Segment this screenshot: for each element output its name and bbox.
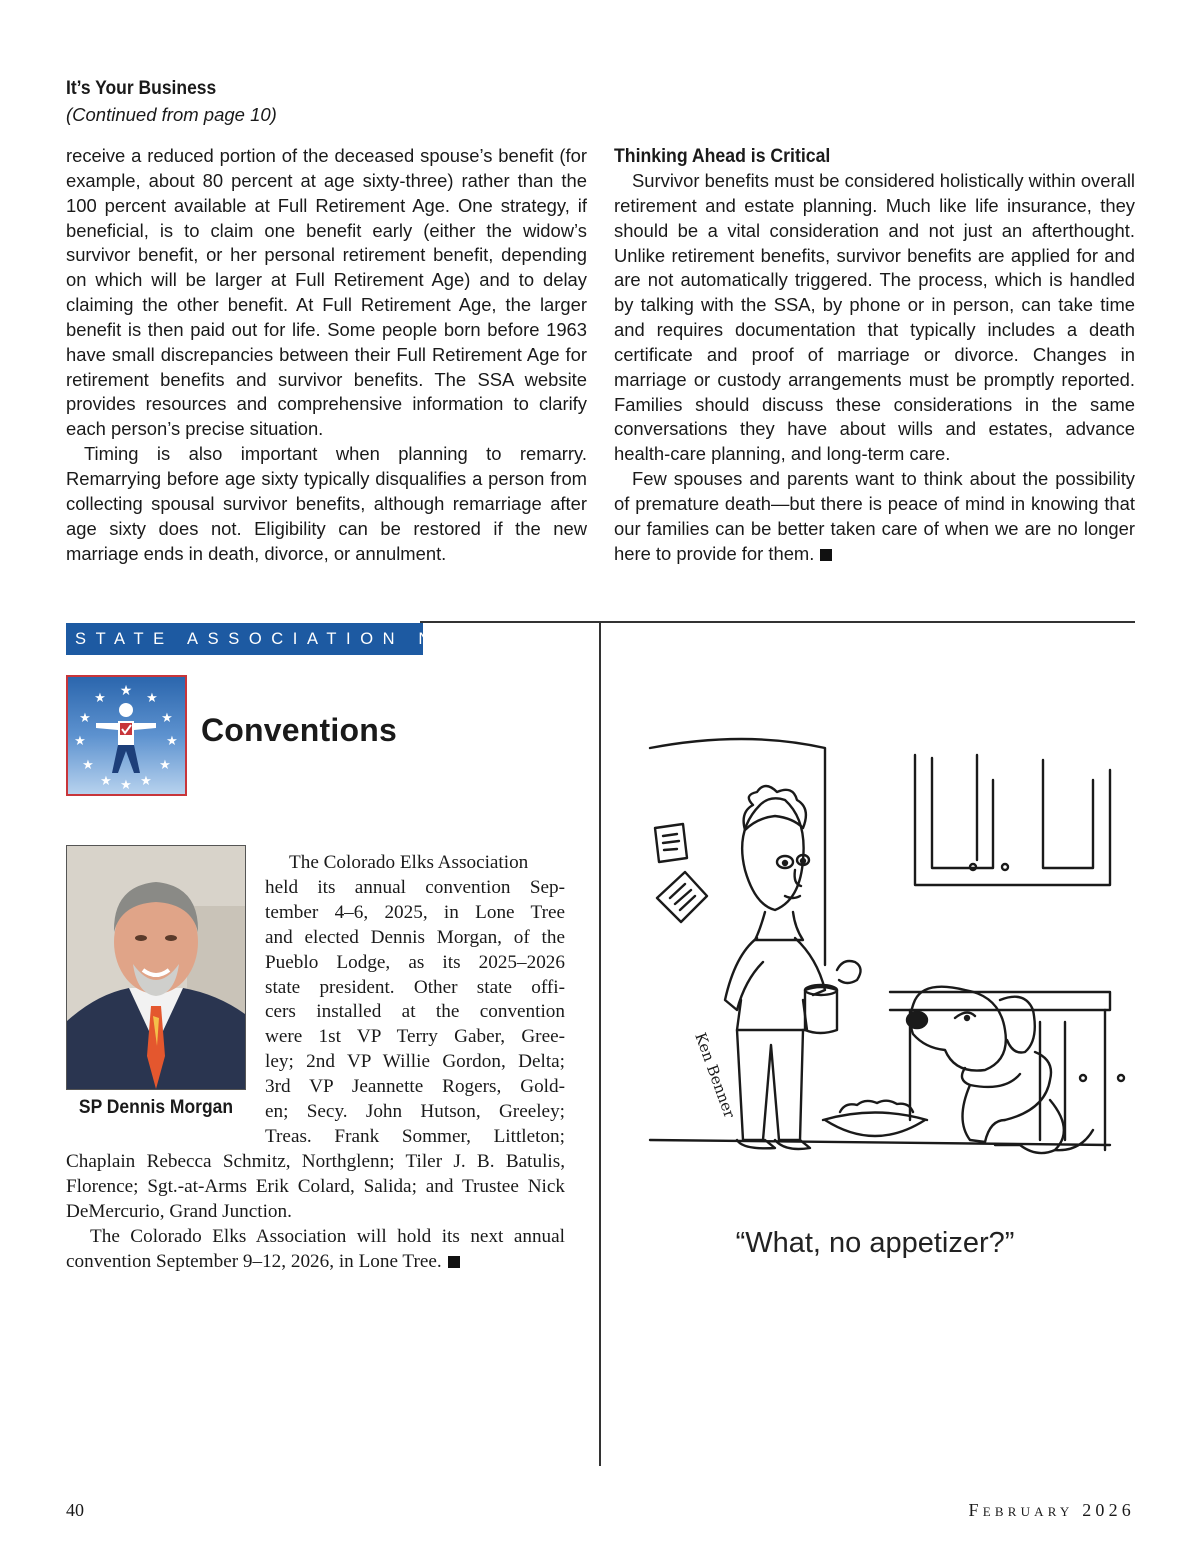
section-divider-vertical bbox=[599, 621, 601, 1466]
paragraph-text: The Colorado Elks Association will hold its next annual convention September 9–12, 2026, in Lone Tree. bbox=[66, 1225, 565, 1272]
paragraph-final bbox=[66, 1225, 565, 1275]
svg-text:★: ★ bbox=[140, 774, 152, 789]
svg-text:★: ★ bbox=[79, 711, 91, 726]
svg-text:★: ★ bbox=[166, 734, 178, 749]
continued-note: (Continued from page 10) bbox=[66, 104, 277, 125]
article-line: state president. Other state offi- bbox=[265, 976, 565, 998]
paragraph-text: Few spouses and parents want to think about the possibility of premature death—but there is peace of mind in knowing that our families can be better taken care of when we are no longer here to provide for them. bbox=[614, 468, 1135, 564]
article-line: 3rd VP Jeannette Rogers, Gold- bbox=[265, 1076, 565, 1098]
star-figure-icon bbox=[68, 677, 185, 794]
section-divider-horizontal bbox=[420, 621, 1135, 623]
convention-article-wrapped bbox=[265, 851, 565, 1125]
article-line: cers installed at the convention bbox=[265, 1001, 565, 1023]
article-right-column bbox=[614, 144, 1135, 567]
svg-text:★: ★ bbox=[94, 691, 106, 706]
cartoon-caption: “What, no appetizer?” bbox=[735, 1227, 1015, 1259]
paragraph: Timing is also important when planning to remarry. Remarrying before age sixty typically disqualifies a person from collecting spousal survivor benefits, although remarriage after age sixty does not. Eligibility can be restored if the new marriage ends in death, divorce, or annulment. bbox=[66, 443, 587, 564]
page-title: Conventions bbox=[201, 712, 397, 748]
article-line: and elected Dennis Morgan, of the bbox=[265, 926, 565, 948]
photo-caption: SP Dennis Morgan bbox=[78, 1097, 234, 1118]
article-left-column bbox=[66, 144, 587, 566]
convention-article-full bbox=[66, 1126, 565, 1275]
article-line: held its annual convention Sep- bbox=[265, 876, 565, 898]
svg-text:★: ★ bbox=[74, 734, 86, 749]
state-association-news-banner: STATE ASSOCIATION NEWS bbox=[66, 623, 423, 655]
svg-text:★: ★ bbox=[82, 758, 94, 773]
svg-text:★: ★ bbox=[120, 778, 132, 793]
paragraph: Treas. Frank Sommer, Littleton; Chaplain Rebecca Schmitz, Northglenn; Tiler J. B. Batulis, Florence; Sgt.-at-Arms Erik Colard, Salida; and Trustee Nick DeMercurio, Grand Junction. bbox=[66, 1126, 565, 1222]
svg-text:★: ★ bbox=[100, 774, 112, 789]
article-line: ley; 2nd VP Willie Gordon, Delta; bbox=[265, 1051, 565, 1073]
article-line: The Colorado Elks Association bbox=[289, 852, 529, 873]
issue-date: February 2026 bbox=[968, 1500, 1135, 1520]
end-mark-icon bbox=[820, 549, 832, 561]
cartoon-signature: Ken Benner bbox=[691, 1030, 739, 1121]
paragraph-final bbox=[614, 467, 1135, 566]
page-number: 40 bbox=[66, 1500, 84, 1520]
end-mark-icon bbox=[448, 1256, 460, 1268]
paragraph: receive a reduced portion of the deceased spouse’s benefit (for example, about 80 percent at age sixty-three) rather than the 100 percent available at Full Retirement Age. One strategy, if beneficial, is to claim one benefit early (either the widow’s survivor benefit, or her personal retirement benefit, depending on which will be larger at Full Retirement Age) and to delay claiming the other benefit. At Full Retirement Age, the larger benefit is then paid out for life. Some people born before 1963 have small discrepancies between their Full Retirement Age for retirement benefits and survivor benefits. The SSA website provides resources and comprehensive information to clarify each person’s precise situation. bbox=[66, 145, 587, 440]
article-line: tember 4–6, 2025, in Lone Tree bbox=[265, 901, 565, 923]
cartoon-illustration bbox=[625, 700, 1135, 1220]
svg-text:★: ★ bbox=[146, 691, 158, 706]
svg-text:★: ★ bbox=[119, 683, 133, 699]
article-line: Pueblo Lodge, as its 2025–2026 bbox=[265, 951, 565, 973]
svg-text:★: ★ bbox=[161, 711, 173, 726]
article-line: en; Secy. John Hutson, Greeley; bbox=[265, 1101, 565, 1123]
portrait-photo bbox=[66, 845, 246, 1090]
section-title: It’s Your Business bbox=[66, 78, 217, 99]
elks-emblem-icon bbox=[66, 675, 187, 796]
article-line: were 1st VP Terry Gaber, Gree- bbox=[265, 1026, 565, 1048]
svg-text:★: ★ bbox=[159, 758, 171, 773]
subheading: Thinking Ahead is Critical bbox=[614, 146, 831, 167]
paragraph: Survivor benefits must be considered holistically within overall retirement and estate planning. Much like life insurance, they should be a vital consideration and not just an afterthought. Unlike retirement benefits, survivor benefits are applied for and are not automatically triggered. The process, which is handled by talking with the SSA, by phone or in person, can take time and requires documentation that typically includes a death certificate and proof of marriage or divorce. Changes in marriage or custody arrangements must be promptly reported. Families should discuss these considerations in the same conversations they have about wills and estates, advance health-care planning, and long-term care. bbox=[614, 170, 1135, 465]
